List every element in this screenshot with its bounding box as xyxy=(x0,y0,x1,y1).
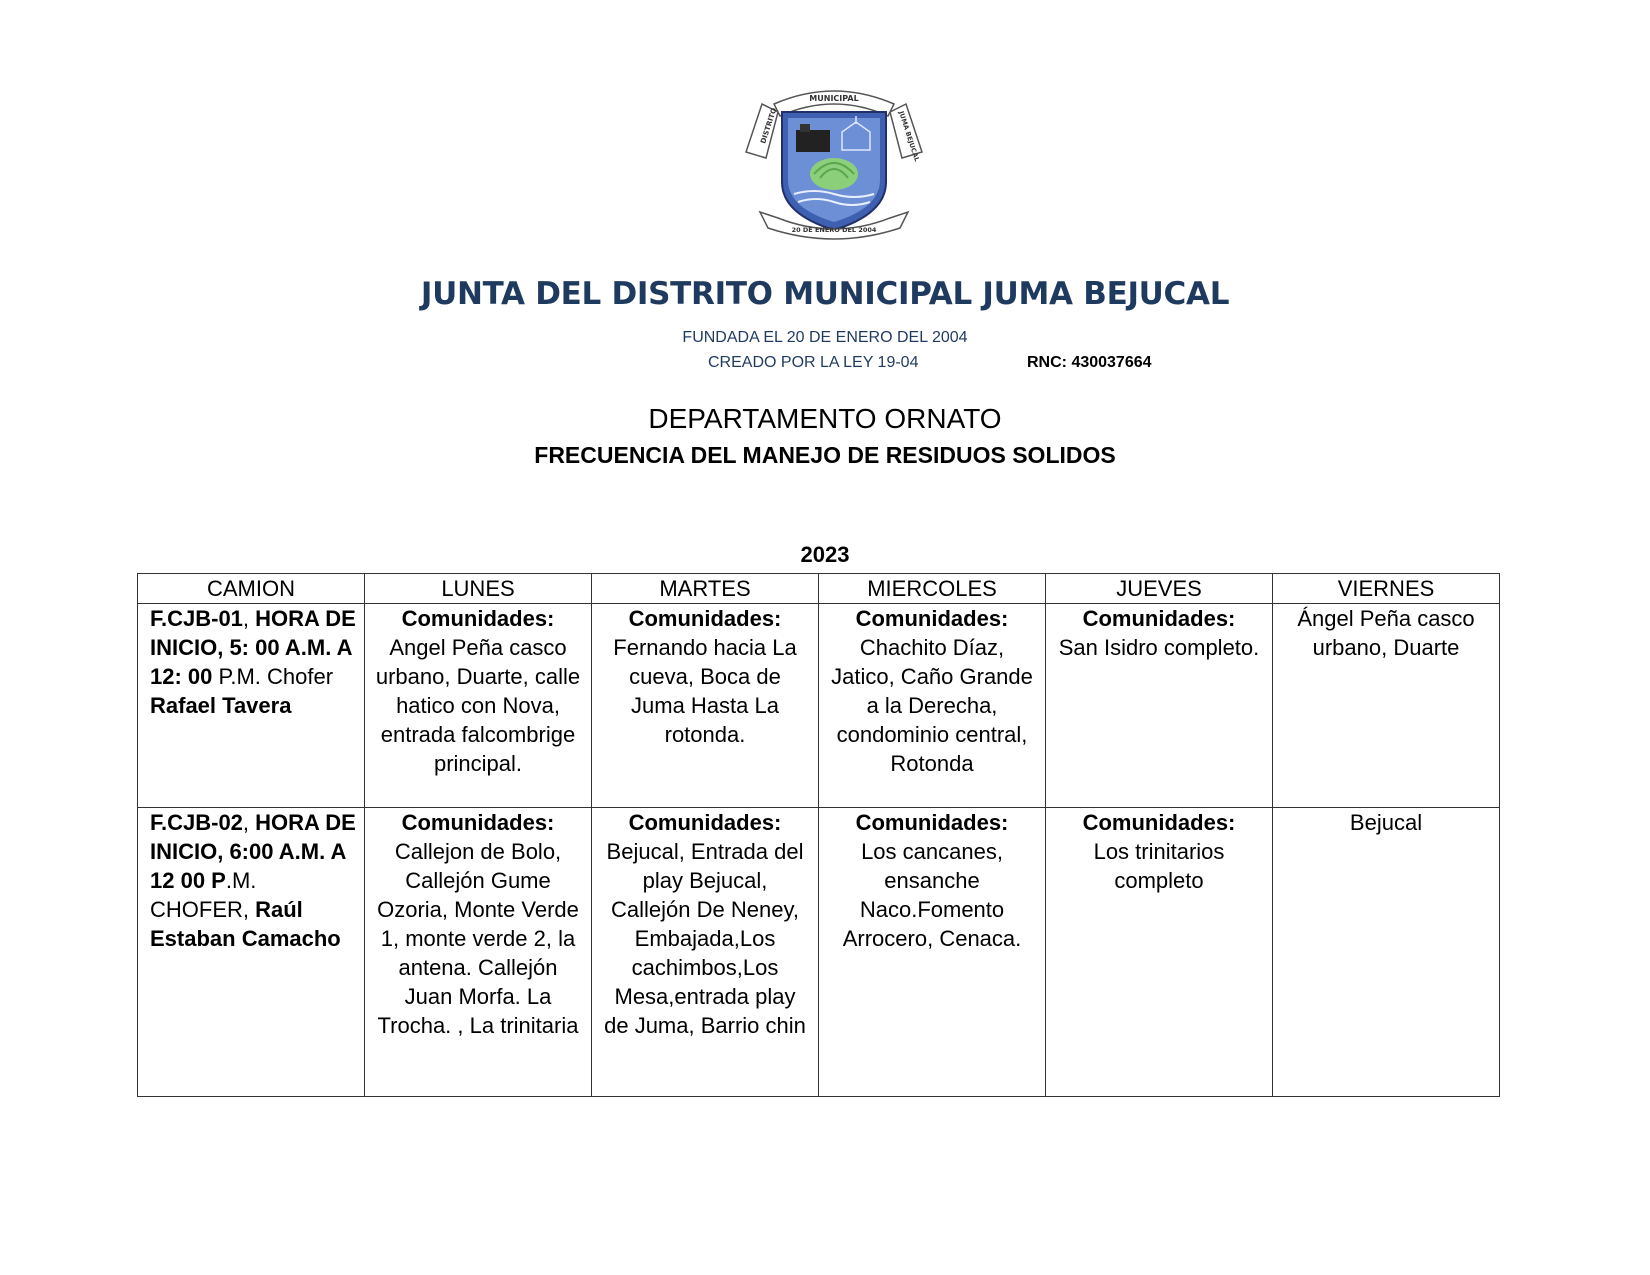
communities-list: Callejon de Bolo, Callejón Gume Ozoria, Monte Verde 1, monte verde 2, la antena. Callejón Juan Morfa. La Trocha. , La trinitaria xyxy=(377,839,579,1038)
miercoles-cell xyxy=(819,604,1046,808)
founded-date: FUNDADA EL 20 DE ENERO DEL 2004 xyxy=(682,329,968,346)
truck-separator: , xyxy=(242,606,256,631)
seal-bottom-text: 20 DE ENERO DEL 2004 xyxy=(791,226,877,234)
truck-driver: Rafael Tavera xyxy=(150,693,292,718)
communities-list: Los cancanes, ensanche Naco.Fomento Arrocero, Cenaca. xyxy=(842,839,1022,951)
communities-list: Chachito Díaz, Jatico, Caño Grande a la Derecha, condominio central, Rotonda xyxy=(831,635,1033,776)
communities-list: Angel Peña casco urbano, Duarte, calle hatico con Nova, entrada falcombrige principal. xyxy=(375,635,581,776)
header-jueves: JUEVES xyxy=(1046,574,1273,604)
communities-label: Comunidades: xyxy=(628,810,782,835)
communities-label: Comunidades: xyxy=(401,810,555,835)
truck-separator: , xyxy=(242,810,256,835)
communities-list: Bejucal xyxy=(1349,810,1423,835)
header-lunes: LUNES xyxy=(365,574,592,604)
seal-right-text: JUMA BEJUCAL xyxy=(897,110,921,163)
created-by-law: CREADO POR LA LEY 19-04 xyxy=(708,354,919,371)
seal-top-text: MUNICIPAL xyxy=(809,94,859,103)
schedule-year: 2023 xyxy=(800,542,850,567)
lunes-cell xyxy=(365,604,592,808)
jueves-cell xyxy=(1046,604,1273,808)
document-subtitle: FRECUENCIA DEL MANEJO DE RESIDUOS SOLIDOS xyxy=(534,442,1116,468)
communities-list: Los trinitarios completo xyxy=(1093,839,1225,893)
camion-cell xyxy=(138,808,365,1097)
communities-list: San Isidro completo. xyxy=(1058,635,1260,660)
miercoles-cell xyxy=(819,808,1046,1097)
viernes-cell xyxy=(1273,604,1500,808)
rnc-number: RNC: 430037664 xyxy=(1027,354,1152,371)
lunes-cell xyxy=(365,808,592,1097)
viernes-cell xyxy=(1273,808,1500,1097)
waste-collection-schedule-table xyxy=(137,573,1500,1097)
truck-id: F.CJB-02 xyxy=(150,810,243,835)
communities-label: Comunidades: xyxy=(855,810,1009,835)
organization-title: JUNTA DEL DISTRITO MUNICIPAL JUMA BEJUCAL xyxy=(420,276,1230,312)
camion-cell xyxy=(138,604,365,808)
header-martes: MARTES xyxy=(592,574,819,604)
truck-driver: Raúl Estaban Camacho xyxy=(150,897,341,951)
department-name: DEPARTAMENTO ORNATO xyxy=(648,403,1002,434)
communities-label: Comunidades: xyxy=(401,606,555,631)
truck-pm-chofer: .M. CHOFER, xyxy=(150,868,257,922)
communities-list: Fernando hacia La cueva, Boca de Juma Hasta La rotonda. xyxy=(613,635,797,747)
municipal-seal-logo xyxy=(738,82,930,242)
truck-id: F.CJB-01 xyxy=(150,606,243,631)
communities-list: Ángel Peña casco urbano, Duarte xyxy=(1297,606,1475,660)
communities-label: Comunidades: xyxy=(855,606,1009,631)
header-camion: CAMION xyxy=(138,574,365,604)
table-row xyxy=(138,808,1500,1097)
header-miercoles: MIERCOLES xyxy=(819,574,1046,604)
header-viernes: VIERNES xyxy=(1273,574,1500,604)
communities-list: Bejucal, Entrada del play Bejucal, Callejón De Neney, Embajada,Los cachimbos,Los Mesa,entrada play de Juma, Barrio chin xyxy=(604,839,806,1038)
communities-label: Comunidades: xyxy=(1082,810,1236,835)
communities-label: Comunidades: xyxy=(628,606,782,631)
truck-schedule: HORA DE INICIO, 6:00 A.M. A 12 00 P xyxy=(150,810,356,893)
table-header-row xyxy=(138,574,1500,604)
truck-pm-chofer: P.M. Chofer xyxy=(212,664,334,689)
table-row xyxy=(138,604,1500,808)
martes-cell xyxy=(592,808,819,1097)
truck-schedule: HORA DE INICIO, 5: 00 A.M. A 12: 00 xyxy=(150,606,356,689)
martes-cell xyxy=(592,604,819,808)
communities-label: Comunidades: xyxy=(1082,606,1236,631)
jueves-cell xyxy=(1046,808,1273,1097)
seal-left-text: DISTRITO xyxy=(759,107,779,145)
